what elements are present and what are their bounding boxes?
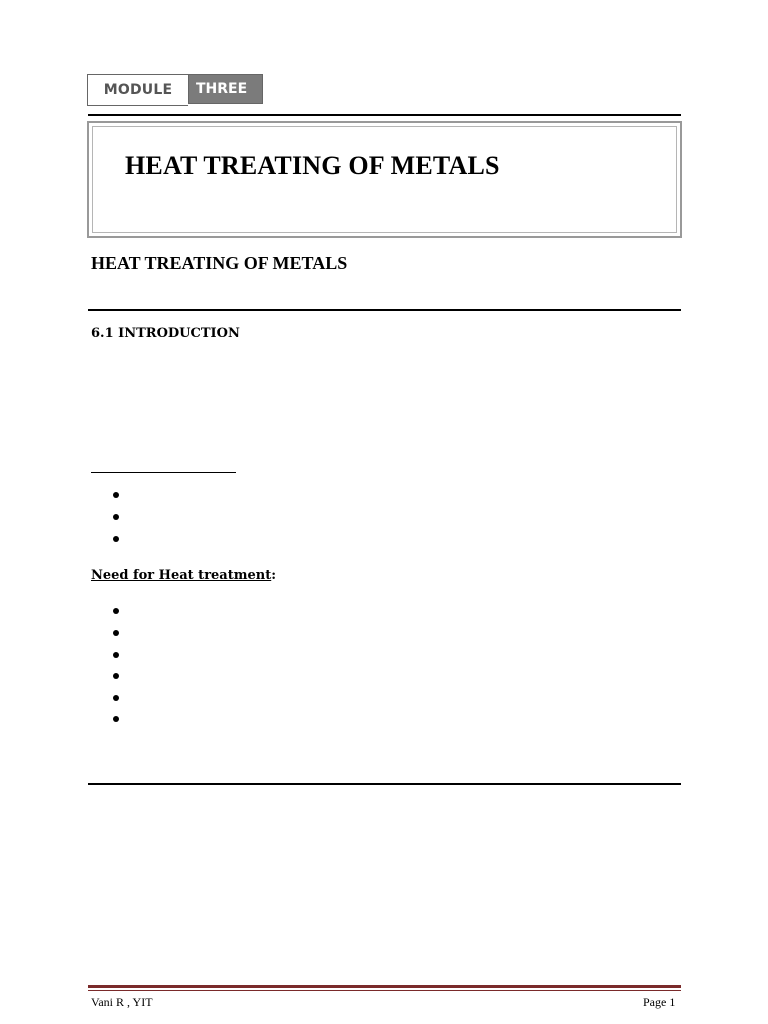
need-heading-colon: : (271, 568, 277, 583)
footer-rule-thin (88, 990, 681, 991)
module-tag (87, 74, 263, 106)
top-divider (88, 114, 681, 116)
bullet-point (113, 716, 119, 722)
title-box-inner (92, 126, 677, 233)
need-heading-text: Need for Heat treatment (91, 568, 272, 583)
bullet-point (113, 536, 119, 542)
module-number: THREE (188, 74, 263, 104)
chapter-title: HEAT TREATING OF METALS (125, 151, 500, 180)
bullet-point (113, 673, 119, 679)
bullet-point (113, 608, 119, 614)
module-label: MODULE (87, 74, 188, 106)
section-heading: 6.1 INTRODUCTION (91, 326, 240, 341)
footer-rule-thick (88, 985, 681, 988)
chapter-subtitle: HEAT TREATING OF METALS (91, 253, 348, 273)
need-heading (91, 568, 276, 583)
bullet-point (113, 514, 119, 520)
bullet-point (113, 492, 119, 498)
footer-author: Vani R , YIT (91, 995, 153, 1009)
bottom-divider (88, 783, 681, 785)
footer-page-number: Page 1 (643, 995, 676, 1009)
bullet-point (113, 695, 119, 701)
title-box (87, 121, 682, 238)
bullet-point (113, 652, 119, 658)
short-underline (91, 472, 236, 473)
middle-divider (88, 309, 681, 311)
bullet-point (113, 630, 119, 636)
